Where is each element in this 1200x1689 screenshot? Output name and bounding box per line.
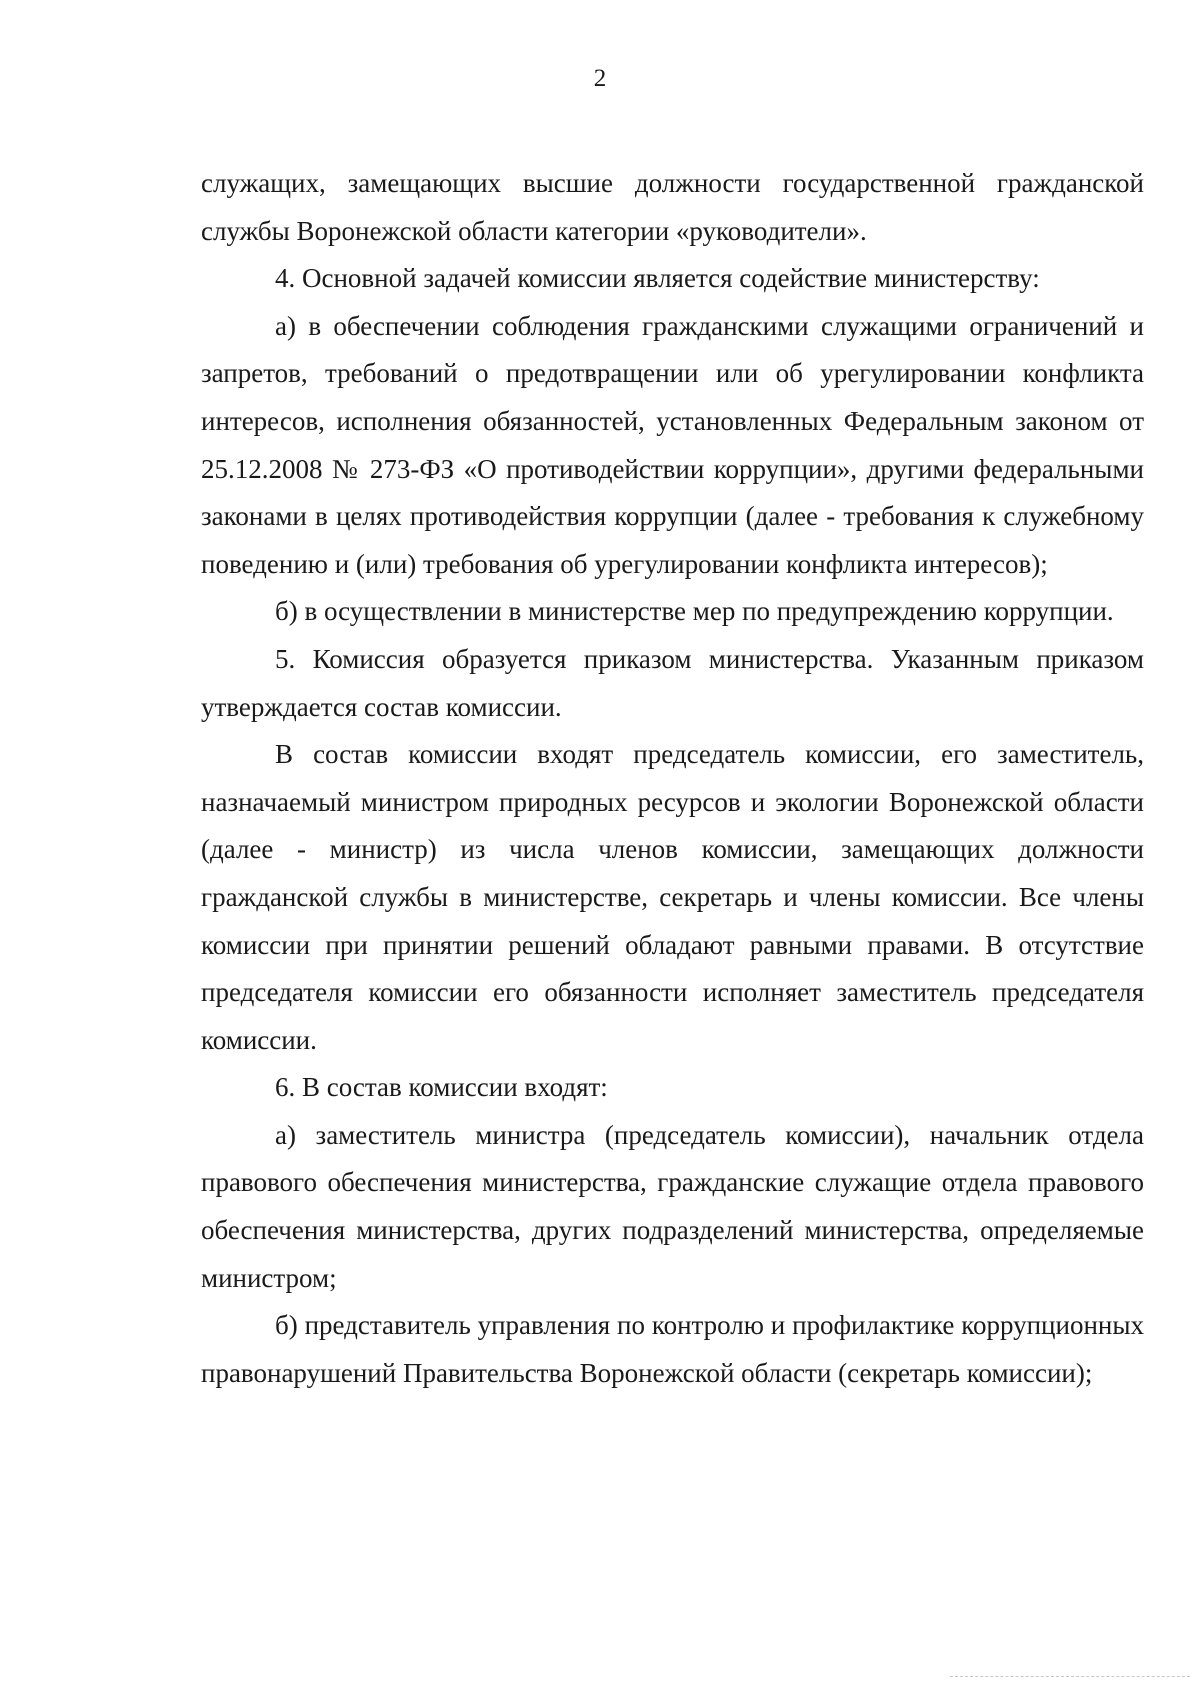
paragraph-continuation: служащих, замещающих высшие должности государственной гражданской службы Воронежской области категории «руководители». xyxy=(201,168,1144,246)
paragraph-item-4b: б) в осуществлении в министерстве мер по предупреждению коррупции. xyxy=(275,596,1114,627)
paragraph-item-4a: а) в обеспечении соблюдения гражданскими служащими ограничений и запретов, требований о предотвращении или об урегулировании конфликта интересов, исполнения обязанностей, установленных Федеральным законом от 25.12.2008 № 273-ФЗ «О противодействии коррупции», другими федеральными законами в целях противодействия коррупции (далее - требования к служебному поведению и (или) требования об урегулировании конфликта интересов); xyxy=(201,310,1144,579)
paragraph-item-5: 5. Комиссия образуется приказом министерства. Указанным приказом утверждается состав комиссии. xyxy=(201,643,1144,722)
paragraph-commission-composition: В состав комиссии входят председатель комиссии, его заместитель, назначаемый министром природных ресурсов и экологии Воронежской области (далее - министр) из числа членов комиссии, замещающих должности гражданской службы в министерстве, секретарь и члены комиссии. Все члены комиссии при принятии решений обладают равными правами. В отсутствие председателя комиссии его обязанности исполняет заместитель председателя комиссии. xyxy=(201,739,1144,1055)
page-number: 2 xyxy=(593,65,607,92)
paragraph-item-6a: а) заместитель министра (председатель комиссии), начальник отдела правового обеспечения министерства, гражданские служащие отдела правового обеспечения министерства, других подразделений министерства, определяемые министром; xyxy=(201,1119,1144,1293)
paragraph-item-6b: б) представитель управления по контролю и профилактике коррупционных правонарушений Правительства Воронежской области (секретарь комиссии); xyxy=(201,1310,1144,1388)
document-body xyxy=(201,160,1144,1397)
paragraph-item-4: 4. Основной задачей комиссии является содействие министерству: xyxy=(275,263,1040,294)
paragraph-item-6: 6. В состав комиссии входят: xyxy=(275,1072,608,1103)
scan-edge-mark xyxy=(950,1676,1190,1677)
